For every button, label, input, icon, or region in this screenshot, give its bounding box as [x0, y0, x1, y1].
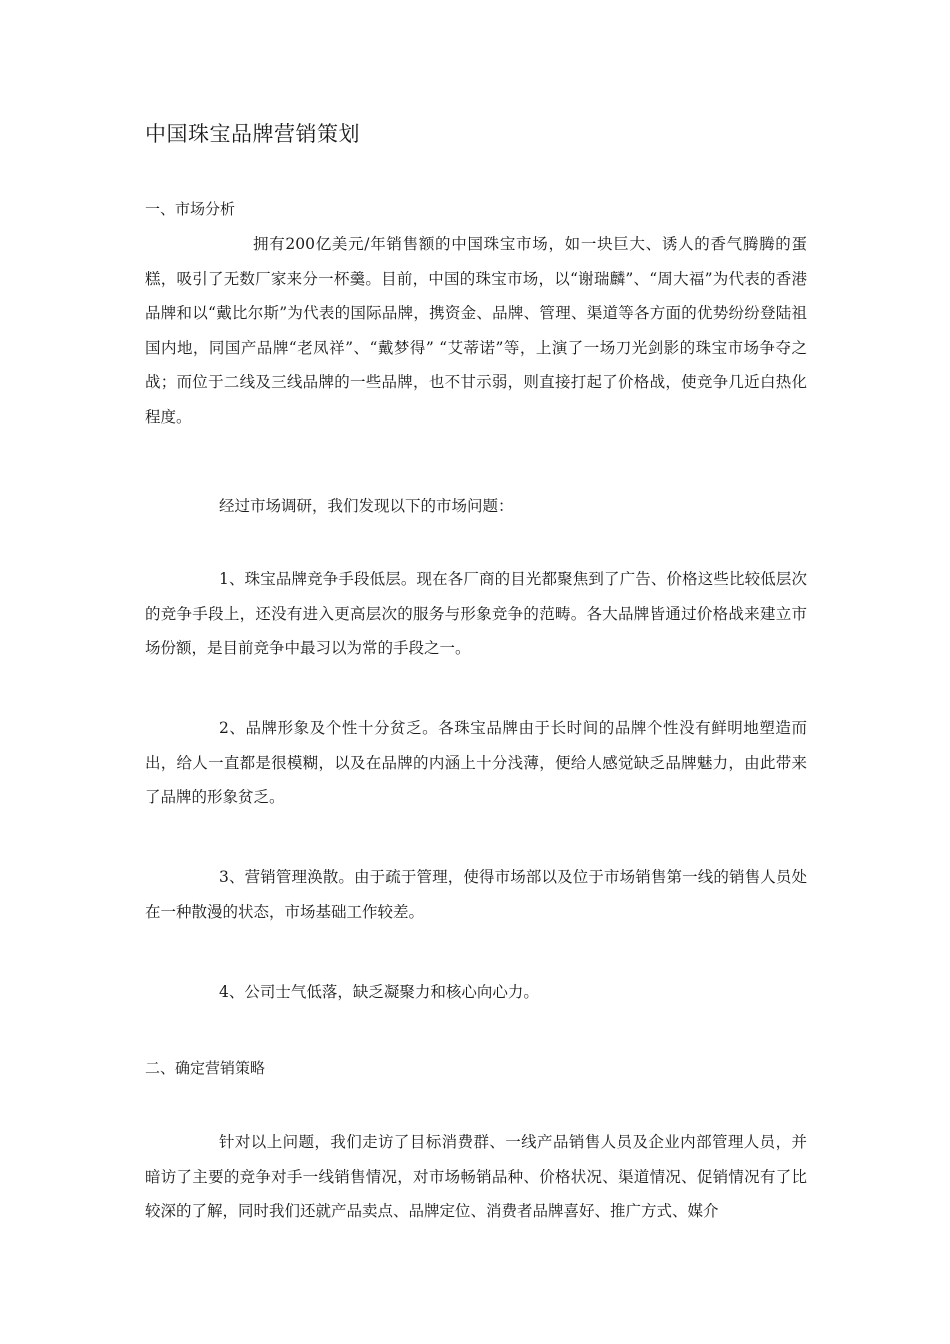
problem-item-1: 1、珠宝品牌竞争手段低层。现在各厂商的目光都聚焦到了广告、价格这些比较低层次的竞争手段上，还没有进入更高层次的服务与形象竞争的范畴。各大品牌皆通过价格战来建立市场份额，是目前竞争中最习以为常的手段之一。	[145, 570, 807, 657]
paragraph-strategy-intro: 针对以上问题，我们走访了目标消费群、一线产品销售人员及企业内部管理人员，并暗访了主要的竞争对手一线销售情况，对市场畅销品种、价格状况、渠道情况、促销情况有了比较深的了解，同时我们还就产品卖点、品牌定位、消费者品牌喜好、推广方式、媒介	[145, 1133, 807, 1220]
document-title: 中国珠宝品牌营销策划	[145, 122, 360, 146]
section-heading-marketing-strategy: 二、确定营销策略	[145, 1059, 266, 1077]
section-heading-market-analysis: 一、市场分析	[145, 200, 236, 218]
paragraph-research-findings: 经过市场调研，我们发现以下的市场问题：	[219, 497, 514, 515]
problem-item-2: 2、品牌形象及个性十分贫乏。各珠宝品牌由于长时间的品牌个性没有鲜明地塑造而出，给人一直都是很模糊，以及在品牌的内涵上十分浅薄，便给人感觉缺乏品牌魅力，由此带来了品牌的形象贫乏。	[145, 719, 807, 806]
paragraph-market-intro: 拥有200亿美元/年销售额的中国珠宝市场，如一块巨大、诱人的香气腾腾的蛋糕，吸引了无数厂家来分一杯羹。目前，中国的珠宝市场，以“谢瑞麟”、“周大福”为代表的香港品牌和以“戴比尔斯”为代表的国际品牌，携资金、品牌、管理、渠道等各方面的优势纷纷登陆祖国内地，同国产品牌“老凤祥”、“戴梦得” “艾蒂诺”等，上演了一场刀光剑影的珠宝市场争夺之战；而位于二线及三线品牌的一些品牌，也不甘示弱，则直接打起了价格战，使竞争几近白热化程度。	[145, 235, 807, 426]
problem-item-4: 4、公司士气低落，缺乏凝聚力和核心向心力。	[219, 983, 539, 1001]
problem-item-3: 3、营销管理涣散。由于疏于管理，使得市场部以及位于市场销售第一线的销售人员处在一种散漫的状态，市场基础工作较差。	[145, 868, 807, 921]
